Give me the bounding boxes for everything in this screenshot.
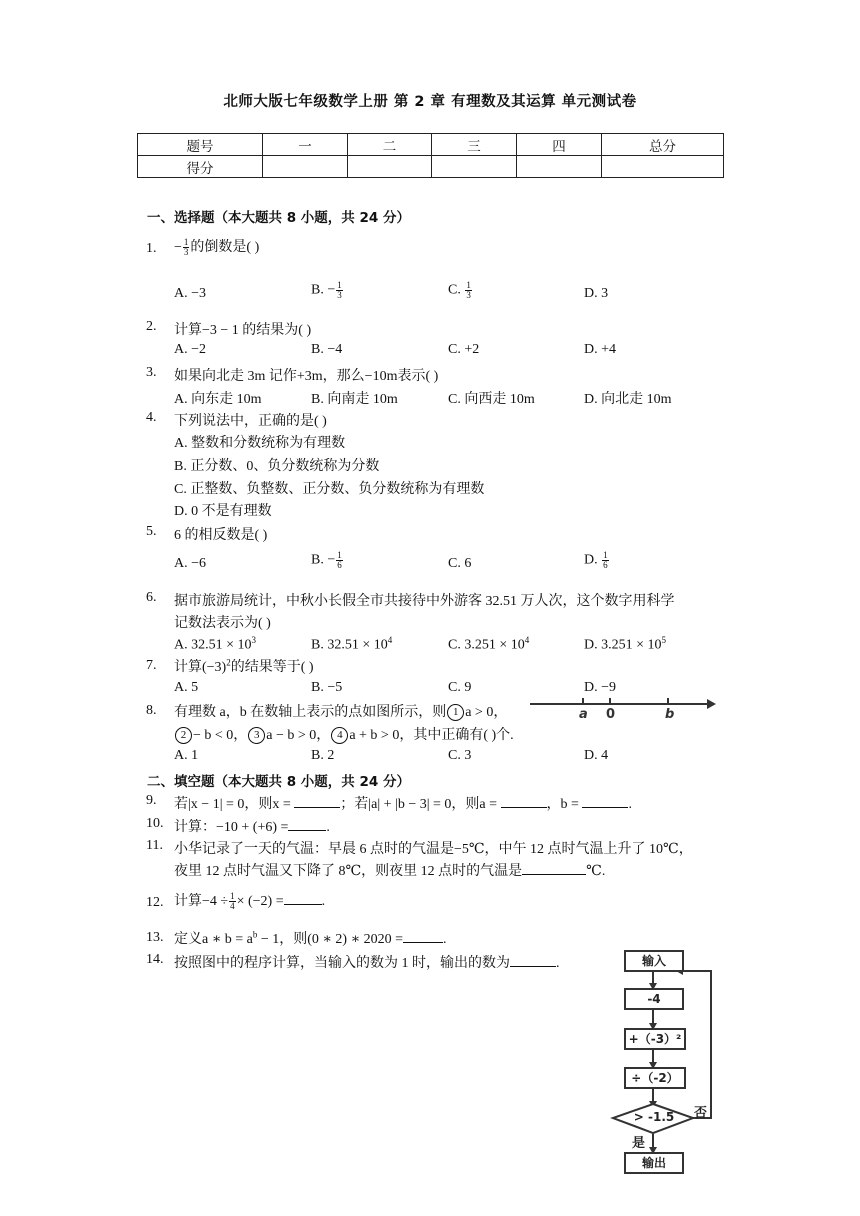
option-a[interactable]: A. −6 [174,556,207,571]
number-line-figure [528,694,718,724]
question-number: 10. [146,816,164,831]
question-number: 7. [146,658,157,673]
option-c[interactable]: C. 正整数、负整数、正分数、负分数统称为有理数 [174,482,485,497]
option-d[interactable]: D. 4 [584,748,609,763]
flowchart-step-box: ÷（-2） [624,1067,686,1089]
question-number: 14. [146,952,164,967]
section-heading: 二、填空题（本大题共 8 小题，共 24 分） [147,774,410,790]
fraction: $\frac{1}{3}$ [183,237,189,258]
fraction: $\frac{1}{4}$ [230,891,235,912]
table-header-cell: 三 [432,134,517,156]
option-d[interactable]: D. $\frac{1}{6}$ [584,550,608,570]
axis-label-zero: 0 [606,707,616,722]
question-text: 计算：−10 + (+6) = . [174,816,330,836]
flowchart-input-box: 输入 [624,950,684,972]
question-text: 计算−4 ÷ $\frac{1}{4}$ × (−2) = . [174,891,326,912]
option-a[interactable]: A. 向东走 10m [174,392,262,407]
option-a[interactable]: A. 1 [174,748,199,763]
option-c[interactable]: C. 9 [448,680,472,695]
question-number: 8. [146,703,157,718]
flowchart-no-label: 否 [694,1106,708,1121]
question-text: 有理数 a，b 在数轴上表示的点如图所示，则 1 a > 0， [174,705,508,720]
answer-blank[interactable] [403,928,443,943]
answer-blank[interactable] [522,860,586,875]
flowchart-connectors [610,944,725,1176]
option-c[interactable]: C. 向西走 10m [448,392,535,407]
flowchart-step-box: +（-3）² [624,1028,686,1050]
question-number: 4. [146,410,157,425]
answer-blank[interactable] [294,793,340,808]
score-cell[interactable] [517,156,602,178]
table-header-cell: 四 [517,134,602,156]
option-a[interactable]: A. −3 [174,286,207,301]
option-c[interactable]: C. $\frac{1}{3}$ [448,280,471,300]
table-header-cell: 二 [348,134,432,156]
table-header-cell: 总分 [602,134,724,156]
question-number: 5. [146,524,157,539]
score-cell[interactable] [602,156,724,178]
question-number: 11. [146,838,163,853]
table-row-label: 得分 [138,156,263,178]
circled-number: 4 [331,727,348,744]
circled-number: 3 [248,727,265,744]
option-b[interactable]: B. 向南走 10m [311,392,398,407]
question-number: 2. [146,319,157,334]
option-c[interactable]: C. $3.251 \times 10^4$ [448,635,530,653]
axis-label-b: b [665,707,675,722]
option-d[interactable]: D. 向北走 10m [584,392,672,407]
question-text: 夜里 12 点时气温又下降了 8℃，则夜里 12 点时的气温是 ℃. [174,860,605,880]
table-header-cell: 题号 [138,134,263,156]
option-d[interactable]: D. 3 [584,286,609,301]
question-text: 定义a ∗ $b = a^b - 1$，则(0 ∗ 2) ∗ 2020 = . [174,929,447,947]
option-a[interactable]: A. −2 [174,342,207,357]
flowchart-yes-label: 是 [632,1136,646,1151]
flowchart-condition: > -1.5 [633,1110,675,1124]
question-number: 1. [146,241,157,256]
table-row [138,156,724,178]
option-b[interactable]: B. −5 [311,680,343,695]
answer-blank[interactable] [582,793,628,808]
option-b[interactable]: B. 2 [311,748,335,763]
option-b[interactable]: B. − $\frac{1}{3}$ [311,280,342,300]
circled-number: 1 [447,704,464,721]
option-c[interactable]: C. 6 [448,556,472,571]
option-a[interactable]: A. 5 [174,680,199,695]
option-a[interactable]: A. 整数和分数统称为有理数 [174,436,346,451]
option-b[interactable]: B. − $\frac{1}{6}$ [311,550,342,570]
question-text: 计算−3 − 1 的结果为( ) [174,323,312,338]
option-d[interactable]: D. +4 [584,342,617,357]
question-text: − $\frac{1}{3}$ 的倒数是( ) [174,237,260,258]
question-text: 若|x − 1| = 0，则x = ；若|a| + |b − 3| = 0，则a = ，b = . [174,793,632,813]
question-text: 6 的相反数是( ) [174,528,268,543]
question-text: 小华记录了一天的气温：早晨 6 点时的气温是−5℃，中午 12 点时气温上升了 10℃， [174,842,693,857]
option-b[interactable]: B. 正分数、0、负分数统称为分数 [174,459,380,474]
axis-label-a: a [579,707,588,722]
score-table [137,133,724,178]
question-text: 2 − b < 0， 3 a − b > 0， 4 a + b > 0，其中正确有( )个. [174,724,514,744]
score-cell[interactable] [432,156,517,178]
answer-blank[interactable] [288,816,326,831]
flowchart-figure [610,944,725,1176]
question-text: 据市旅游局统计，中秋小长假全市共接待中外游客 32.51 万人次，这个数字用科学 [174,594,675,609]
table-header-cell: 一 [263,134,348,156]
option-d[interactable]: D. −9 [584,680,617,695]
option-c[interactable]: C. 3 [448,748,472,763]
question-number: 6. [146,590,157,605]
option-b[interactable]: B. −4 [311,342,343,357]
score-cell[interactable] [348,156,432,178]
circled-number: 2 [175,727,192,744]
option-c[interactable]: C. +2 [448,342,480,357]
table-row [138,134,724,156]
question-number: 12. [146,895,164,910]
question-text: 计算$(-3)^2$的结果等于( ) [174,657,314,675]
score-cell[interactable] [263,156,348,178]
flowchart-step-box: -4 [624,988,684,1010]
question-number: 9. [146,793,157,808]
option-d[interactable]: D. 0 不是有理数 [174,504,272,519]
option-b[interactable]: B. $32.51 \times 10^4$ [311,635,393,653]
section-heading: 一、选择题（本大题共 8 小题，共 24 分） [147,210,410,226]
option-d[interactable]: D. $3.251 \times 10^5$ [584,635,667,653]
option-a[interactable]: A. $32.51 \times 10^3$ [174,635,257,653]
question-text: 记数法表示为( ) [174,616,271,631]
question-text: 下列说法中，正确的是( ) [174,414,327,429]
flowchart-output-box: 输出 [624,1152,684,1174]
question-number: 3. [146,365,157,380]
answer-blank[interactable] [284,890,322,905]
answer-blank[interactable] [510,952,556,967]
question-text: 按照图中的程序计算，当输入的数为 1 时，输出的数为 . [174,952,560,972]
answer-blank[interactable] [501,793,547,808]
page-title: 北师大版七年级数学上册 第 2 章 有理数及其运算 单元测试卷 [223,94,637,110]
question-text: 如果向北走 3m 记作+3m，那么−10m表示( ) [174,369,439,384]
question-number: 13. [146,930,164,945]
